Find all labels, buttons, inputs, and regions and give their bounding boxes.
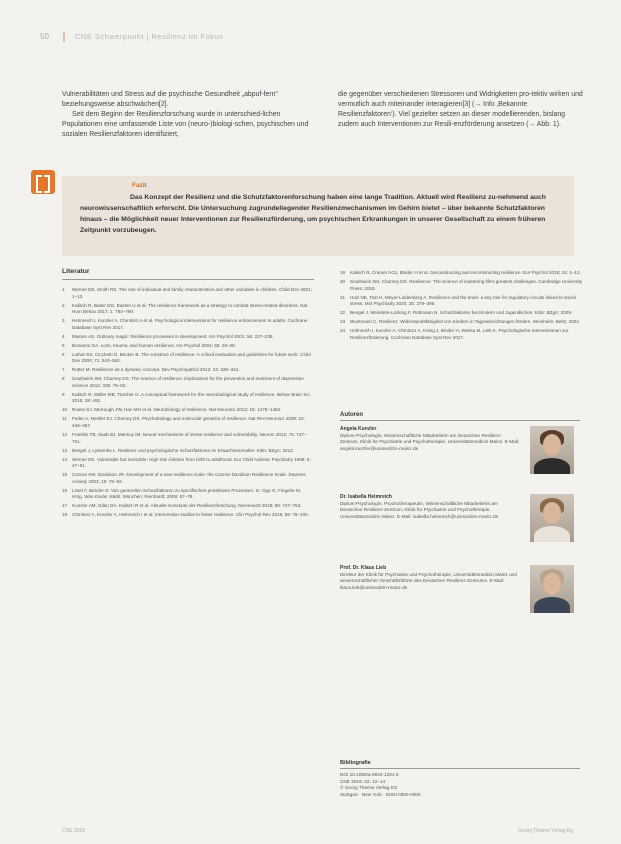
author-entry	[340, 494, 520, 520]
bracket-icon	[31, 170, 55, 194]
reference-item	[62, 503, 312, 510]
reference-text: Holz NE, Tost H, Meyer-Lindenberg A. Resilience and the brain: a key role for regulatory circuits linked to social stress. Mol Psychiatry 2020; 25: 379–396.	[350, 294, 576, 307]
reference-text: Kalisch R, Cramer AOJ, Binder H et al. Deconstructing and reconstructing resilience. Eur Psychol 2019; 24: 1–12.	[350, 270, 581, 275]
author-photo	[530, 565, 574, 613]
reference-text: Bengel J, Lyssenko L. Resilienz und psychologische Schutzfaktoren im Erwachsenenalter. Köln: BZgA; 2012.	[72, 447, 294, 453]
reference-text: Franklin TB, Saab BJ, Mansuy IM. Neural mechanisms of stress resilience and vulnerability. Neuron 2012; 75: 747–761.	[72, 431, 307, 444]
footer-left: CNE 2019	[62, 828, 86, 834]
reference-text: Lösel F, Bender D. Von generellen Schutzfaktoren zu spezifischen protektiven Prozessen. In: Opp G, Fingerle M, Hrsg. Was Kinder stärkt. München: Reinhardt; 2008: 57–78.	[72, 487, 302, 500]
fazit-text: Das Konzept der Resilienz und die Schutzfaktorenforschung haben eine lange Tradition. Aktuell wird Resilienz zu-nehmend auch neurowissenschaftlich erforscht. Die Untersuchung zugrundeliegender Resilienzmechanismen im Gehirn bietet – über bekannte Schutzfaktoren hinaus – die Möglichkeit neuer Interventionen zur Resilienzförderung, um psychischen Erkrankungen in unserer Gesellschaft zu einem früheren Zeitpunkt vorzubeugen.	[80, 194, 546, 234]
reference-item	[62, 472, 312, 485]
header-divider	[63, 32, 65, 42]
author-photo	[530, 494, 574, 542]
references-right	[340, 270, 590, 344]
reference-text: Helmreich I, Kunzler A, Chmitorz A et al. Psychological interventions for resilience enhancement in adults. Cochrane Database Syst Rev 2017.	[72, 318, 308, 330]
reference-item	[62, 448, 312, 455]
reference-number: 6	[62, 351, 65, 357]
reference-item	[340, 270, 590, 277]
authors-heading: Autoren	[340, 412, 363, 418]
reference-number: 8	[62, 376, 65, 382]
reference-number: 19	[340, 270, 346, 275]
reference-item	[340, 328, 590, 341]
bib-line: © Georg Thieme Verlag KG	[340, 785, 398, 791]
reference-item	[62, 488, 312, 501]
reference-number: 17	[62, 503, 68, 509]
reference-number: 23	[340, 319, 346, 325]
reference-text: Chmitorz A, Kunzler A, Helmreich I et al. Intervention studies to foster resilience. Clin Psychol Rev 2018; 59: 78–100.	[72, 512, 309, 518]
reference-text: Kalisch R, Baker DG, Basten U et al. The resilience framework as a strategy to combat stress-related disorders. Nat Hum Behav 2017; 1: 784–790.	[72, 302, 308, 315]
reference-item	[62, 432, 312, 445]
reference-item	[62, 416, 312, 429]
reference-text: Southwick SM, Charney DS. Resilience: The science of mastering life's greatest challenges. Cambridge University Press; 2018.	[350, 278, 583, 291]
reference-text: Bonanno GA. Loss, trauma, and human resilience. Am Psychol 2004; 59: 20–28.	[72, 342, 236, 348]
reference-item	[340, 319, 590, 326]
reference-text: Rutter M. Resilience as a dynamic concept. Dev Psychopathol 2012; 24: 335–344.	[72, 367, 240, 373]
intro-paragraph: Seit dem Beginn der Resilienzforschung wurde in unterschied-lichen Populationen eine umfassende Liste von (neuro-)biologi-schen, psychischen und sozialen Resilienzfaktoren identifiziert,	[62, 111, 309, 138]
reference-number: 24	[340, 328, 346, 334]
author-entry	[340, 426, 520, 452]
reference-text: Feder A, Nestler EJ, Charney DS. Psychobiology and molecular genetics of resilience. Nat Rev Neurosci 2009; 10: 446–457.	[72, 416, 305, 428]
reference-number: 4	[62, 333, 65, 339]
reference-item	[62, 318, 312, 331]
author-name: Prof. Dr. Klaus Lieb	[340, 565, 387, 571]
footer-right: Georg Thieme Verlag Kg	[518, 828, 573, 834]
reference-item	[62, 352, 312, 365]
reference-text: Werner EE, Smith RS. The role of individual and family characteristics and other variables in children. Child Dev 2001; 1–13.	[72, 287, 312, 299]
bib-line: DOI 10.1055/a-0932-1201-5	[340, 772, 399, 777]
reference-text: Connor KM, Davidson JR. Development of a new resilience scale: the Connor-Davidson Resilience Scale. Depress Anxiety 2003; 18: 76–82.	[72, 472, 306, 484]
reference-number: 2	[62, 302, 65, 308]
bibliography-rule	[340, 768, 580, 769]
reference-number: 10	[62, 407, 68, 413]
author-name: Angela Kunzler	[340, 426, 377, 432]
author-entry	[340, 565, 520, 591]
intro-column-right	[338, 90, 586, 130]
running-title: CNE Schwerpunkt | Resilienz im Fokus	[75, 32, 224, 41]
intro-column-left	[62, 90, 310, 140]
reference-text: Werner EE. Vulnerable but invincible: High risk children from birth to adulthood. Eur Child Adolesc Psychiatry 1996; 5: 47–51.	[72, 456, 311, 469]
reference-item	[340, 310, 590, 317]
reference-text: Helmreich I, Kunzler A, Chmitorz A, König J, Binder H, Wessa M, Lieb K. Psychologische Interventionen zur Resilienzförderung. Cochrane Database Syst Rev 2017.	[350, 328, 569, 340]
bibliography-heading: Bibliografie	[340, 760, 371, 766]
reference-number: 18	[62, 512, 68, 518]
fazit-box	[62, 176, 574, 256]
reference-item	[62, 407, 312, 414]
intro-paragraph: Vulnerabilitäten und Stress auf die psychische Gesundheit „abpuf-fern“ beziehungsweise abschwächen[2].	[62, 91, 278, 108]
reference-number: 15	[62, 472, 68, 478]
bib-line: CNE 2019; 22: 12–14	[340, 778, 386, 784]
reference-number: 21	[340, 294, 346, 300]
reference-text: Wustmann C. Resilienz: Widerstandsfähigkeit von Kindern in Tageseinrichtungen fördern. Weinheim: Beltz; 2004.	[350, 319, 581, 325]
reference-number: 3	[62, 318, 65, 324]
fazit-label: Fazit	[132, 182, 147, 189]
author-bio: Diplom-Psychologin, Psychotherapeutin, Wissenschaftliche Mitarbeiterin am Deutschen Resilienz-Zentrum, Klinik für Psychiatrie und Psychotherapie, Universitätsmedizin Mainz. E-Mail: isabella.helmreich@unimedizin-mainz.de	[340, 500, 499, 519]
reference-item	[62, 512, 312, 519]
reference-number: 13	[62, 447, 68, 453]
author-photo	[530, 426, 574, 474]
bib-line: Stuttgart · New York · ISSN 0000-0000	[340, 791, 421, 797]
reference-item	[62, 457, 312, 470]
reference-text: Kunzler AM, Gilan DA, Kalisch R et al. Aktuelle Konzepte der Resilienzforschung. Nervenarzt 2018; 89: 747–753.	[72, 503, 302, 509]
reference-text: Kalisch R, Müller MB, Tüscher O. A conceptual framework for the neurobiological study of resilience. Behav Brain Sci 2015; 38: e92.	[72, 391, 310, 404]
author-name: Dr. Isabella Helmreich	[340, 494, 392, 500]
bibliography	[340, 772, 540, 798]
reference-number: 9	[62, 391, 65, 397]
reference-number: 11	[62, 416, 67, 422]
reference-number: 14	[62, 456, 68, 462]
literature-heading: Literatur	[62, 268, 90, 275]
reference-item	[62, 343, 312, 350]
reference-number: 20	[340, 278, 346, 284]
literature-rule	[62, 279, 314, 280]
reference-item	[340, 279, 590, 292]
intro-paragraph: die gegenüber verschiedenen Stressoren und Widrigkeiten pro-tektiv wirken und vermutlich auch miteinander interagieren[3] (→ Info ‚Bekannte Resilienzfaktoren‘). Viel gezielter setzen an dieser modellierenden, bislang zudem auch Interventionen zur Resili-enzförderung ansetzen (→ Abb. 1).	[338, 91, 583, 128]
reference-item	[340, 295, 590, 308]
page-number: 50	[40, 32, 49, 41]
reference-text: Bengel J, Meinders-Lücking F, Rottmann N. Schutzfaktoren bei Kindern und Jugendlichen. Köln: BZgA; 2009.	[350, 310, 573, 316]
reference-number: 7	[62, 367, 65, 373]
running-header	[0, 32, 621, 46]
author-bio: Direktor der Klinik für Psychiatrie und Psychotherapie, Universitätsmedizin Mainz und wissenschaftlicher Geschäftsführer des Deutschen Resilienz-Zentrums. E-Mail: klaus.lieb@unimedizin-mainz.de	[340, 571, 517, 590]
reference-item	[62, 334, 312, 341]
reference-text: Russo SJ, Murrough JW, Han MH et al. Neurobiology of resilience. Nat Neurosci 2012; 15: 1475–1484.	[72, 407, 282, 413]
reference-item	[62, 376, 312, 389]
reference-item	[62, 392, 312, 405]
reference-text: Luthar SS, Cicchetti D, Becker B. The construct of resilience: A critical evaluation and guidelines for future work. Child Dev 2000; 71: 543–562.	[72, 351, 311, 364]
reference-number: 22	[340, 310, 346, 316]
reference-number: 5	[62, 342, 65, 348]
reference-text: Masten AS. Ordinary magic: Resilience processes in development. Am Psychol 2001; 56: 227–238.	[72, 333, 274, 339]
page-footer	[0, 828, 621, 838]
reference-item	[62, 303, 312, 316]
author-bio: Diplom-Psychologin, Wissenschaftliche Mitarbeiterin am Deutschen Resilienz-Zentrum, Klinik für Psychiatrie und Psychotherapie, Universitätsmedizin Mainz. E-Mail: angela.kunzler@unimedizin-mainz.de	[340, 432, 520, 451]
reference-number: 1	[62, 287, 65, 292]
reference-item	[62, 287, 312, 300]
reference-text: Southwick SM, Charney DS. The science of resilience: implications for the prevention and treatment of depression. Science 2012; 338: 79–82.	[72, 376, 306, 388]
reference-number: 12	[62, 431, 68, 437]
reference-item	[62, 367, 312, 374]
authors-rule	[340, 420, 580, 421]
reference-number: 16	[62, 487, 68, 493]
references-left	[62, 287, 312, 521]
